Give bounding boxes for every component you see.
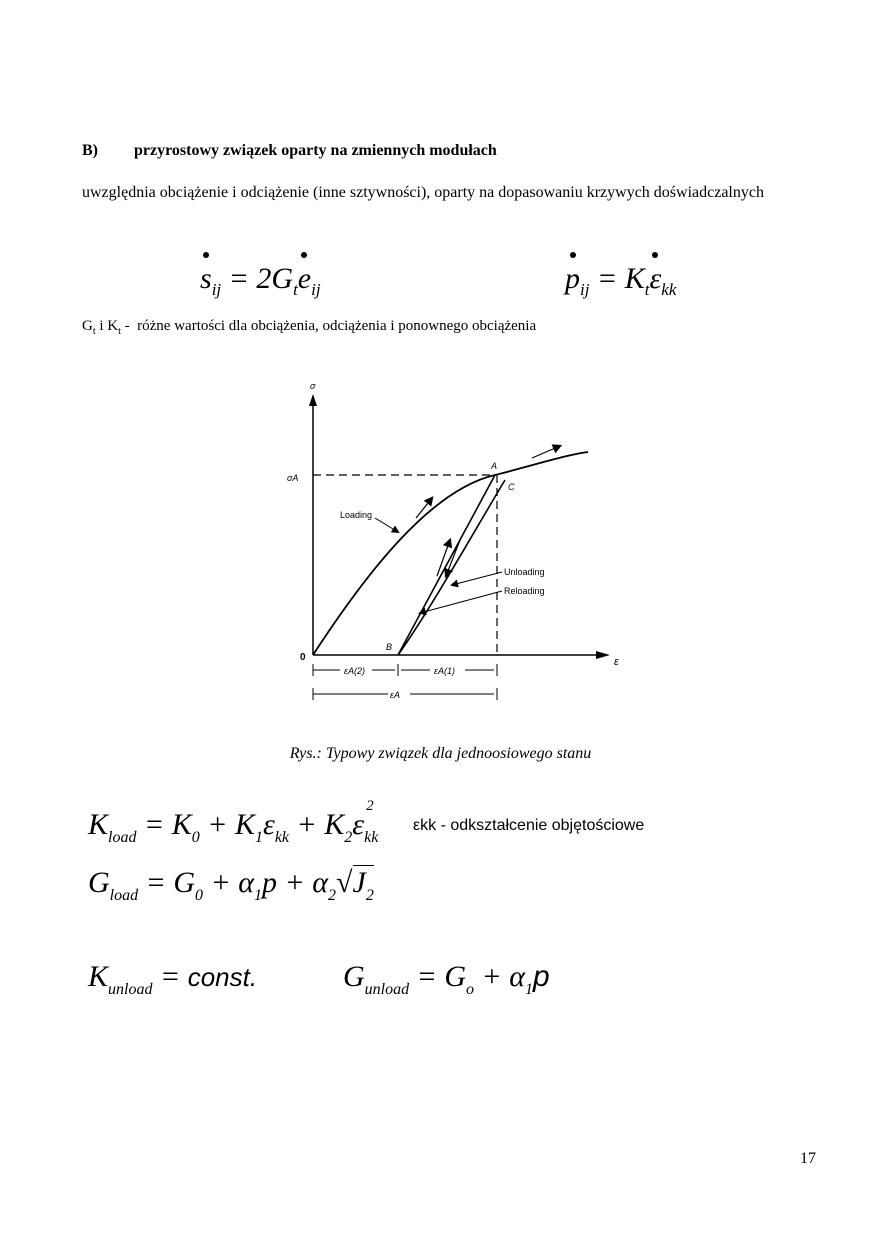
page-number: 17 xyxy=(800,1150,816,1167)
x-axis-label: ε xyxy=(614,656,619,668)
loading-leader xyxy=(375,518,398,532)
reloading-curve xyxy=(398,480,505,655)
eps2-label: εA(2) xyxy=(344,666,365,676)
unloading-leader xyxy=(452,572,502,585)
loading-curve xyxy=(313,452,588,655)
x-axis-arrow-icon xyxy=(596,651,610,659)
equation-g-load: $G_{load} = G_0 + \alpha_1p + \alpha_2√J_2$ xyxy=(88,866,374,904)
sigma-a-label: σA xyxy=(287,473,299,483)
origin-label: 0 xyxy=(300,652,306,663)
equation-k-load: $K_{load} = K_0 + K_1\varepsilon_{kk} + K_2\varepsilon$ 2 $_{kk}$ xyxy=(88,798,379,846)
equation-s-ij: $s_{ij} = 2G_te_{ij}$ xyxy=(200,262,321,299)
reloading-label: Reloading xyxy=(504,586,545,596)
kk-note: εkk - odkształcenie objętościowe xyxy=(413,817,645,834)
equation-g-unload: $G_{unload} = G_o + \alpha_1p$ xyxy=(343,960,550,998)
section-label: B) xyxy=(82,142,98,159)
eps1-label: εA(1) xyxy=(434,666,455,676)
loading-label: Loading xyxy=(340,510,373,520)
y-axis-label: σ xyxy=(310,381,316,391)
moduli-note: $G_t$ i $K_t$ - różne wartości dla obciążenia, odciążenia i ponownego obciążenia xyxy=(82,318,537,337)
stress-strain-figure xyxy=(280,380,630,710)
unloading-line xyxy=(398,475,495,655)
figure-caption: Rys.: Typowy związek dla jednoosiowego stanu xyxy=(289,745,592,762)
point-c-label: C xyxy=(508,482,515,492)
equation-p-ij: $p_{ij} = K_t\varepsilon_{kk}$ xyxy=(565,262,677,299)
y-axis-arrow-icon xyxy=(309,394,317,406)
epsa-label: εA xyxy=(390,690,400,700)
intro-paragraph: uwzględnia obciążenie i odciążenie (inne sztywności), oparty na dopasowaniu krzywych doświadczalnych xyxy=(82,184,764,201)
continuation-arrow xyxy=(532,446,560,458)
section-title: przyrostowy związek oparty na zmiennych modułach xyxy=(134,142,497,159)
unloading-label: Unloading xyxy=(504,567,545,577)
equation-k-unload: $K_{unload}$ = const. xyxy=(88,960,258,998)
section-heading xyxy=(82,142,497,160)
point-a-label: A xyxy=(491,461,498,471)
point-b-label: B xyxy=(386,642,393,652)
